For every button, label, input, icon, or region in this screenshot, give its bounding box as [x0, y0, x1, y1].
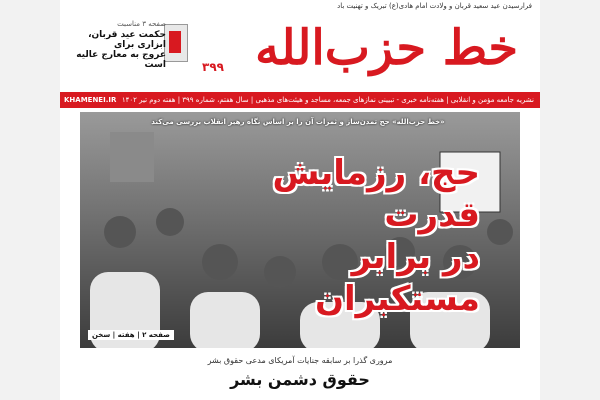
cover-photo[interactable] [80, 112, 520, 348]
headline-line1: حج، رزمایش قدرت [272, 153, 480, 235]
issue-number: ۳۹۹ [202, 60, 224, 74]
teaser-title-line1: حکمت عید قربان، ابزاری برای [88, 30, 166, 50]
info-bar [60, 92, 540, 108]
site-brand[interactable]: KHAMENEI.IR [64, 96, 117, 104]
masthead [202, 18, 532, 88]
lead-title[interactable]: حقوق دشمن بشر [230, 370, 370, 389]
teaser-box[interactable] [66, 20, 166, 70]
page-reference: صفحه ۲ | هفته | سخن [88, 330, 174, 340]
top-announcement: فرارسیدن عید سعید قربان و ولادت امام هادی(ع) تبریک و تهنیت باد [337, 2, 532, 10]
lead-kicker: مروری گذرا بر سابقه جنایات آمریکای مدعی حقوق بشر [207, 356, 393, 365]
teaser-title-line2: عروج به معارج عالیه است [76, 50, 166, 70]
photo-caption: «خط حزب‌الله» حج تمدن‌ساز و ثمرات آن را بر اساس نگاه رهبر انقلاب بررسی می‌کند [151, 118, 445, 126]
emblem-icon [164, 24, 188, 62]
newspaper-cover [60, 0, 540, 400]
publication-meta: نشریه جامعه مؤمن و انقلابی | هفته‌نامه خبری - تبیینی نمازهای جمعه، مساجد و هیئت‌های مذهبی | سال هفتم، شماره ۳۹۹ | هفته دوم تیر ۱۴۰۲ [121, 96, 534, 104]
teaser-kicker: صفحه ۳ مناسبت [117, 20, 166, 28]
logo [202, 22, 532, 86]
headline-line2: در برابر مستکبران [314, 237, 480, 319]
page-margin-left [0, 0, 60, 400]
main-headline[interactable] [200, 152, 480, 320]
logo-text: خط حزب‌الله [255, 20, 518, 76]
page-margin-right [540, 0, 600, 400]
